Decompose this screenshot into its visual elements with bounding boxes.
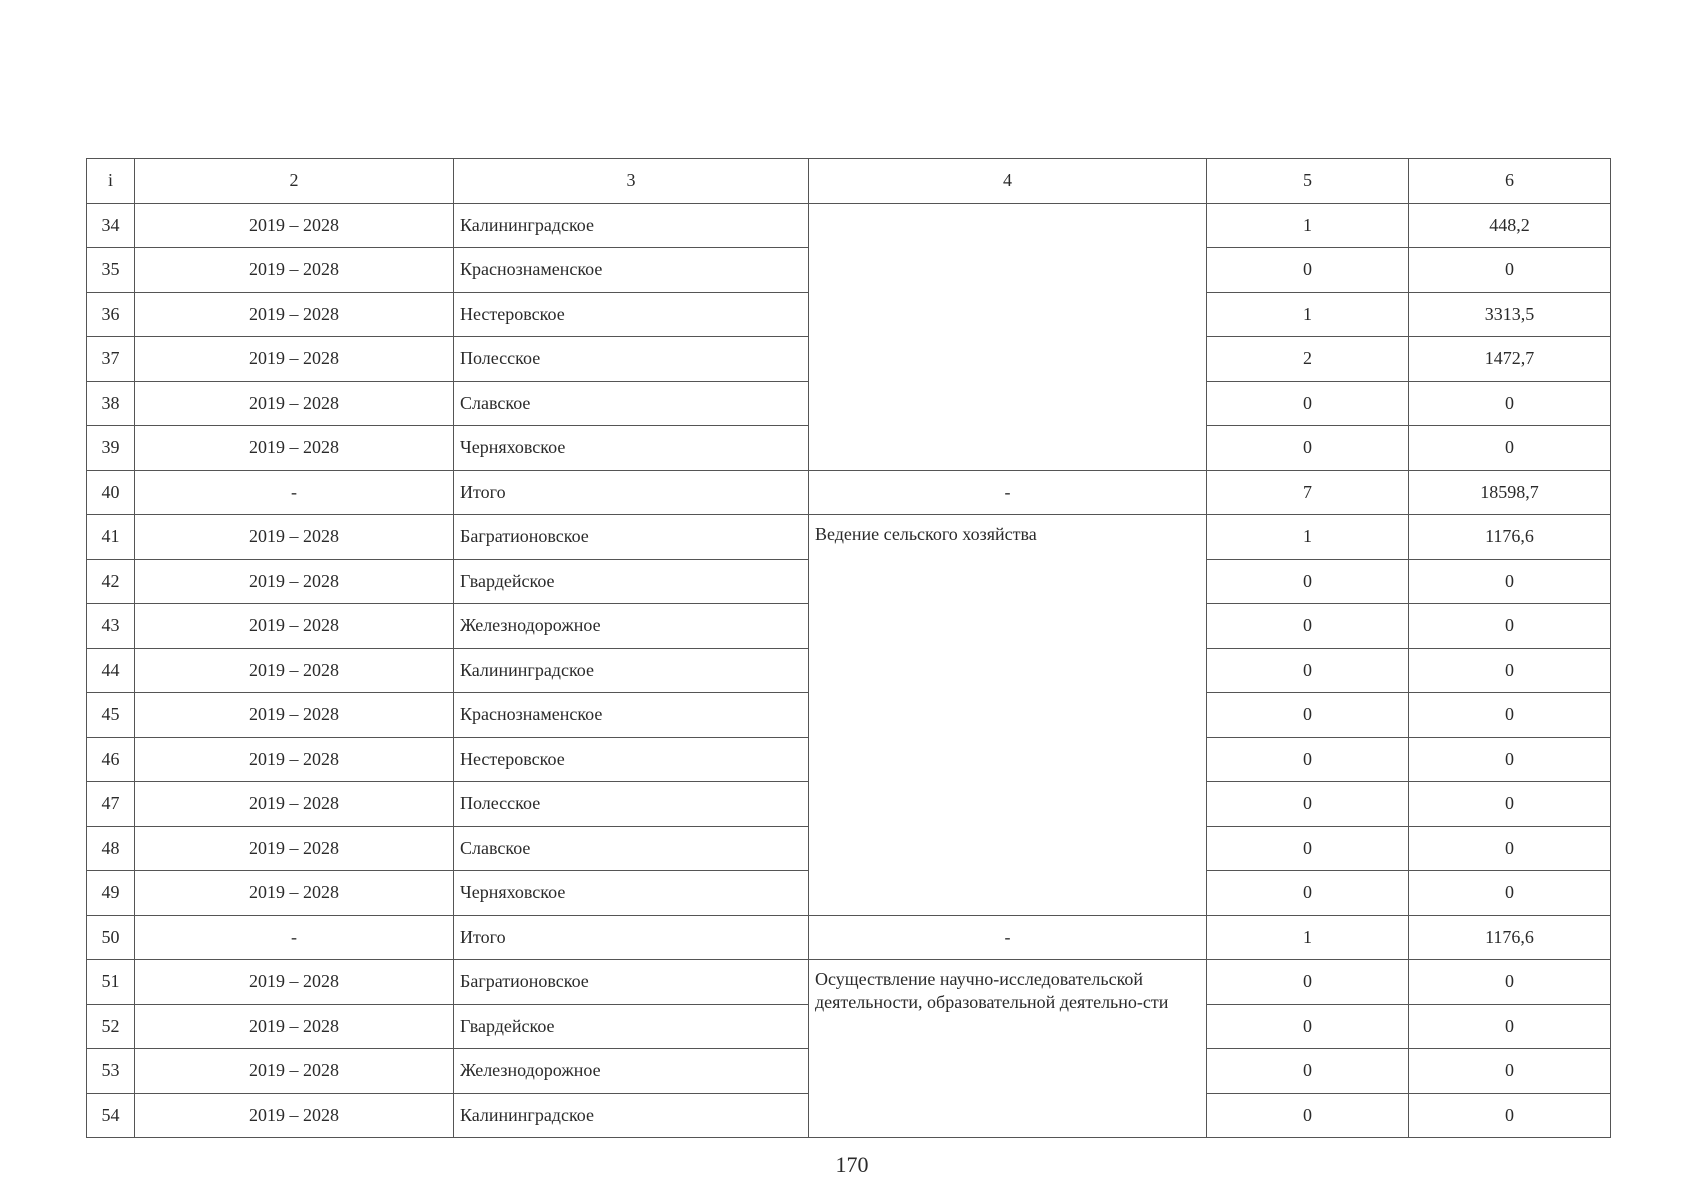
value-cell: 0 [1409, 960, 1611, 1005]
municipality-cell: Черняховское [454, 426, 809, 471]
period-cell: 2019 – 2028 [135, 648, 454, 693]
row-number-cell: 47 [87, 782, 135, 827]
value-cell: 0 [1409, 826, 1611, 871]
row-number-cell: 48 [87, 826, 135, 871]
value-cell: 0 [1409, 248, 1611, 293]
municipality-cell: Нестеровское [454, 292, 809, 337]
row-number-cell: 41 [87, 515, 135, 560]
row-number-cell: 36 [87, 292, 135, 337]
activity-cell: - [809, 470, 1207, 515]
period-cell: 2019 – 2028 [135, 292, 454, 337]
count-cell: 0 [1207, 248, 1409, 293]
value-cell: 0 [1409, 1049, 1611, 1094]
municipality-cell: Багратионовское [454, 515, 809, 560]
header-cell-6: 6 [1409, 159, 1611, 204]
value-cell: 0 [1409, 381, 1611, 426]
municipality-cell: Калининградское [454, 203, 809, 248]
period-cell: 2019 – 2028 [135, 826, 454, 871]
period-cell: 2019 – 2028 [135, 559, 454, 604]
period-cell: 2019 – 2028 [135, 515, 454, 560]
period-cell: 2019 – 2028 [135, 604, 454, 649]
count-cell: 1 [1207, 292, 1409, 337]
municipality-cell: Железнодорожное [454, 604, 809, 649]
activity-cell: Ведение сельского хозяйства [809, 515, 1207, 916]
row-number-cell: 34 [87, 203, 135, 248]
count-cell: 0 [1207, 559, 1409, 604]
row-number-cell: 45 [87, 693, 135, 738]
row-number-cell: 51 [87, 960, 135, 1005]
municipality-cell: Краснознаменское [454, 693, 809, 738]
row-number-cell: 39 [87, 426, 135, 471]
period-cell: 2019 – 2028 [135, 1004, 454, 1049]
value-cell: 0 [1409, 604, 1611, 649]
header-cell-4: 4 [809, 159, 1207, 204]
municipality-cell: Нестеровское [454, 737, 809, 782]
period-cell: 2019 – 2028 [135, 737, 454, 782]
value-cell: 0 [1409, 559, 1611, 604]
count-cell: 0 [1207, 426, 1409, 471]
row-number-cell: 53 [87, 1049, 135, 1094]
value-cell: 0 [1409, 737, 1611, 782]
row-number-cell: 42 [87, 559, 135, 604]
municipality-cell: Багратионовское [454, 960, 809, 1005]
activity-cell: Осуществление научно-исследовательской деятельности, образовательной деятельно-сти [809, 960, 1207, 1138]
count-cell: 0 [1207, 1004, 1409, 1049]
period-cell: 2019 – 2028 [135, 381, 454, 426]
municipality-cell: Краснознаменское [454, 248, 809, 293]
municipality-cell: Калининградское [454, 1093, 809, 1138]
table-row [87, 203, 1611, 248]
count-cell: 0 [1207, 1093, 1409, 1138]
municipality-cell: Полесское [454, 337, 809, 382]
period-cell: - [135, 915, 454, 960]
value-cell: 18598,7 [1409, 470, 1611, 515]
count-cell: 0 [1207, 871, 1409, 916]
row-number-cell: 49 [87, 871, 135, 916]
period-cell: 2019 – 2028 [135, 248, 454, 293]
value-cell: 1176,6 [1409, 515, 1611, 560]
row-number-cell: 54 [87, 1093, 135, 1138]
municipality-cell: Железнодорожное [454, 1049, 809, 1094]
row-number-cell: 50 [87, 915, 135, 960]
municipality-cell: Гвардейское [454, 1004, 809, 1049]
table-row [87, 915, 1611, 960]
row-number-cell: 52 [87, 1004, 135, 1049]
municipality-cell: Славское [454, 381, 809, 426]
value-cell: 0 [1409, 871, 1611, 916]
period-cell: 2019 – 2028 [135, 1093, 454, 1138]
value-cell: 0 [1409, 648, 1611, 693]
data-table [86, 158, 1611, 1138]
period-cell: 2019 – 2028 [135, 203, 454, 248]
count-cell: 1 [1207, 515, 1409, 560]
count-cell: 0 [1207, 1049, 1409, 1094]
period-cell: 2019 – 2028 [135, 426, 454, 471]
count-cell: 0 [1207, 737, 1409, 782]
count-cell: 0 [1207, 960, 1409, 1005]
page-number: 170 [835, 1152, 869, 1177]
activity-cell [809, 203, 1207, 470]
count-cell: 1 [1207, 203, 1409, 248]
period-cell: 2019 – 2028 [135, 960, 454, 1005]
row-number-cell: 43 [87, 604, 135, 649]
header-cell-3: 3 [454, 159, 809, 204]
activity-cell: - [809, 915, 1207, 960]
municipality-cell: Славское [454, 826, 809, 871]
header-row [87, 159, 1611, 204]
municipality-cell: Полесское [454, 782, 809, 827]
count-cell: 7 [1207, 470, 1409, 515]
count-cell: 0 [1207, 782, 1409, 827]
count-cell: 1 [1207, 915, 1409, 960]
table-row [87, 960, 1611, 1005]
value-cell: 0 [1409, 693, 1611, 738]
value-cell: 448,2 [1409, 203, 1611, 248]
table-row [87, 470, 1611, 515]
value-cell: 0 [1409, 1004, 1611, 1049]
municipality-cell: Гвардейское [454, 559, 809, 604]
period-cell: 2019 – 2028 [135, 782, 454, 827]
period-cell: 2019 – 2028 [135, 1049, 454, 1094]
count-cell: 2 [1207, 337, 1409, 382]
count-cell: 0 [1207, 648, 1409, 693]
value-cell: 0 [1409, 782, 1611, 827]
table-row [87, 515, 1611, 560]
period-cell: - [135, 470, 454, 515]
value-cell: 1472,7 [1409, 337, 1611, 382]
row-number-cell: 40 [87, 470, 135, 515]
count-cell: 0 [1207, 826, 1409, 871]
header-cell-2: 2 [135, 159, 454, 204]
header-cell-1: i [87, 159, 135, 204]
row-number-cell: 35 [87, 248, 135, 293]
period-cell: 2019 – 2028 [135, 337, 454, 382]
count-cell: 0 [1207, 381, 1409, 426]
count-cell: 0 [1207, 604, 1409, 649]
value-cell: 3313,5 [1409, 292, 1611, 337]
row-number-cell: 44 [87, 648, 135, 693]
municipality-cell: Итого [454, 915, 809, 960]
count-cell: 0 [1207, 693, 1409, 738]
row-number-cell: 37 [87, 337, 135, 382]
row-number-cell: 38 [87, 381, 135, 426]
value-cell: 0 [1409, 426, 1611, 471]
value-cell: 1176,6 [1409, 915, 1611, 960]
municipality-cell: Итого [454, 470, 809, 515]
value-cell: 0 [1409, 1093, 1611, 1138]
municipality-cell: Черняховское [454, 871, 809, 916]
municipality-cell: Калининградское [454, 648, 809, 693]
period-cell: 2019 – 2028 [135, 693, 454, 738]
header-cell-5: 5 [1207, 159, 1409, 204]
table-body [87, 159, 1611, 1138]
period-cell: 2019 – 2028 [135, 871, 454, 916]
row-number-cell: 46 [87, 737, 135, 782]
